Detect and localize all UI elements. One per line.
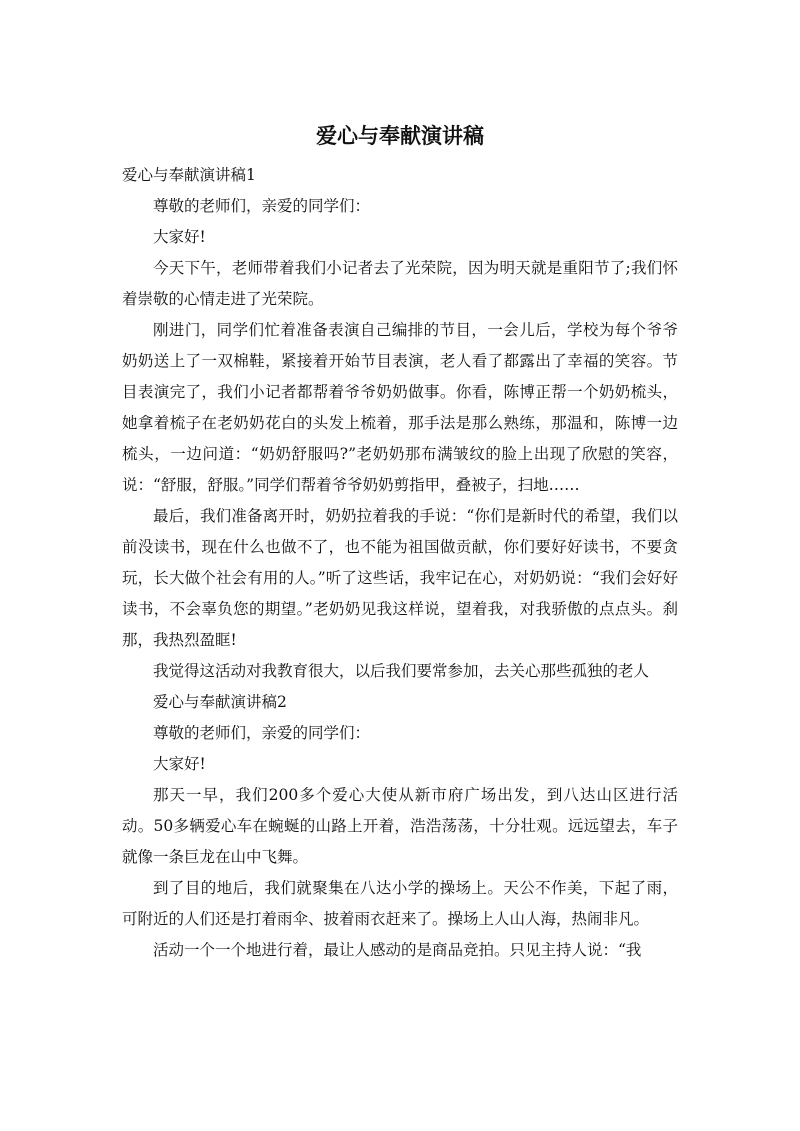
body-paragraph: 今天下午，老师带着我们小记者去了光荣院，因为明天就是重阳节了;我们怀着崇敬的心情走进了光荣院。 — [122, 259, 678, 308]
section-heading-2: 爱心与奉献演讲稿2 — [153, 693, 287, 711]
body-paragraph: 刚进门，同学们忙着准备表演自己编排的节目，一会儿后，学校为每个爷爷奶奶送上了一双棉鞋，紧接着开始节目表演，老人看了都露出了幸福的笑容。节目表演完了，我们小记者都帮着爷爷奶奶做事。你看，陈博正帮一个奶奶梳头，她拿着梳子在老奶奶花白的头发上梳着，那手法是那么熟练，那温和，陈博一边梳头，一边问道：“奶奶舒服吗?”老奶奶那布满皱纹的脸上出现了欣慰的笑容，说：“舒服，舒服。”同学们帮着爷爷奶奶剪指甲，叠被子，扫地…… — [122, 321, 678, 494]
body-paragraph: 到了目的地后，我们就聚集在八达小学的操场上。天公不作美，下起了雨，可附近的人们还是打着雨伞、披着雨衣赶来了。操场上人山人海，热闹非凡。 — [122, 879, 678, 928]
body-paragraph: 那天一早，我们200多个爱心大使从新市府广场出发，到八达山区进行活动。50多辆爱心车在蜿蜒的山路上开着，浩浩荡荡，十分壮观。远远望去，车子就像一条巨龙在山中飞舞。 — [122, 786, 678, 866]
body-paragraph: 活动一个一个地进行着，最让人感动的是商品竞拍。只见主持人说：“我 — [153, 941, 642, 959]
document-body — [122, 160, 678, 966]
section-heading-1: 爱心与奉献演讲稿1 — [122, 166, 256, 184]
body-paragraph: 最后，我们准备离开时，奶奶拉着我的手说：“你们是新时代的希望，我们以前没读书，现在什么也做不了，也不能为祖国做贡献，你们要好好读书，不要贪玩，长大做个社会有用的人。”听了这些话，我牢记在心，对奶奶说：“我们会好好读书，不会辜负您的期望。”老奶奶见我这样说，望着我，对我骄傲的点点头。刹那，我热烈盈眶! — [122, 507, 678, 649]
greeting-line: 大家好! — [153, 755, 206, 773]
body-paragraph: 我觉得这活动对我教育很大，以后我们要常参加，去关心那些孤独的老人 — [153, 662, 650, 680]
document-title: 爱心与奉献演讲稿 — [316, 124, 484, 148]
greeting-line: 大家好! — [153, 228, 206, 246]
greeting-line: 尊敬的老师们，亲爱的同学们： — [153, 724, 371, 742]
greeting-line: 尊敬的老师们，亲爱的同学们： — [153, 197, 371, 215]
